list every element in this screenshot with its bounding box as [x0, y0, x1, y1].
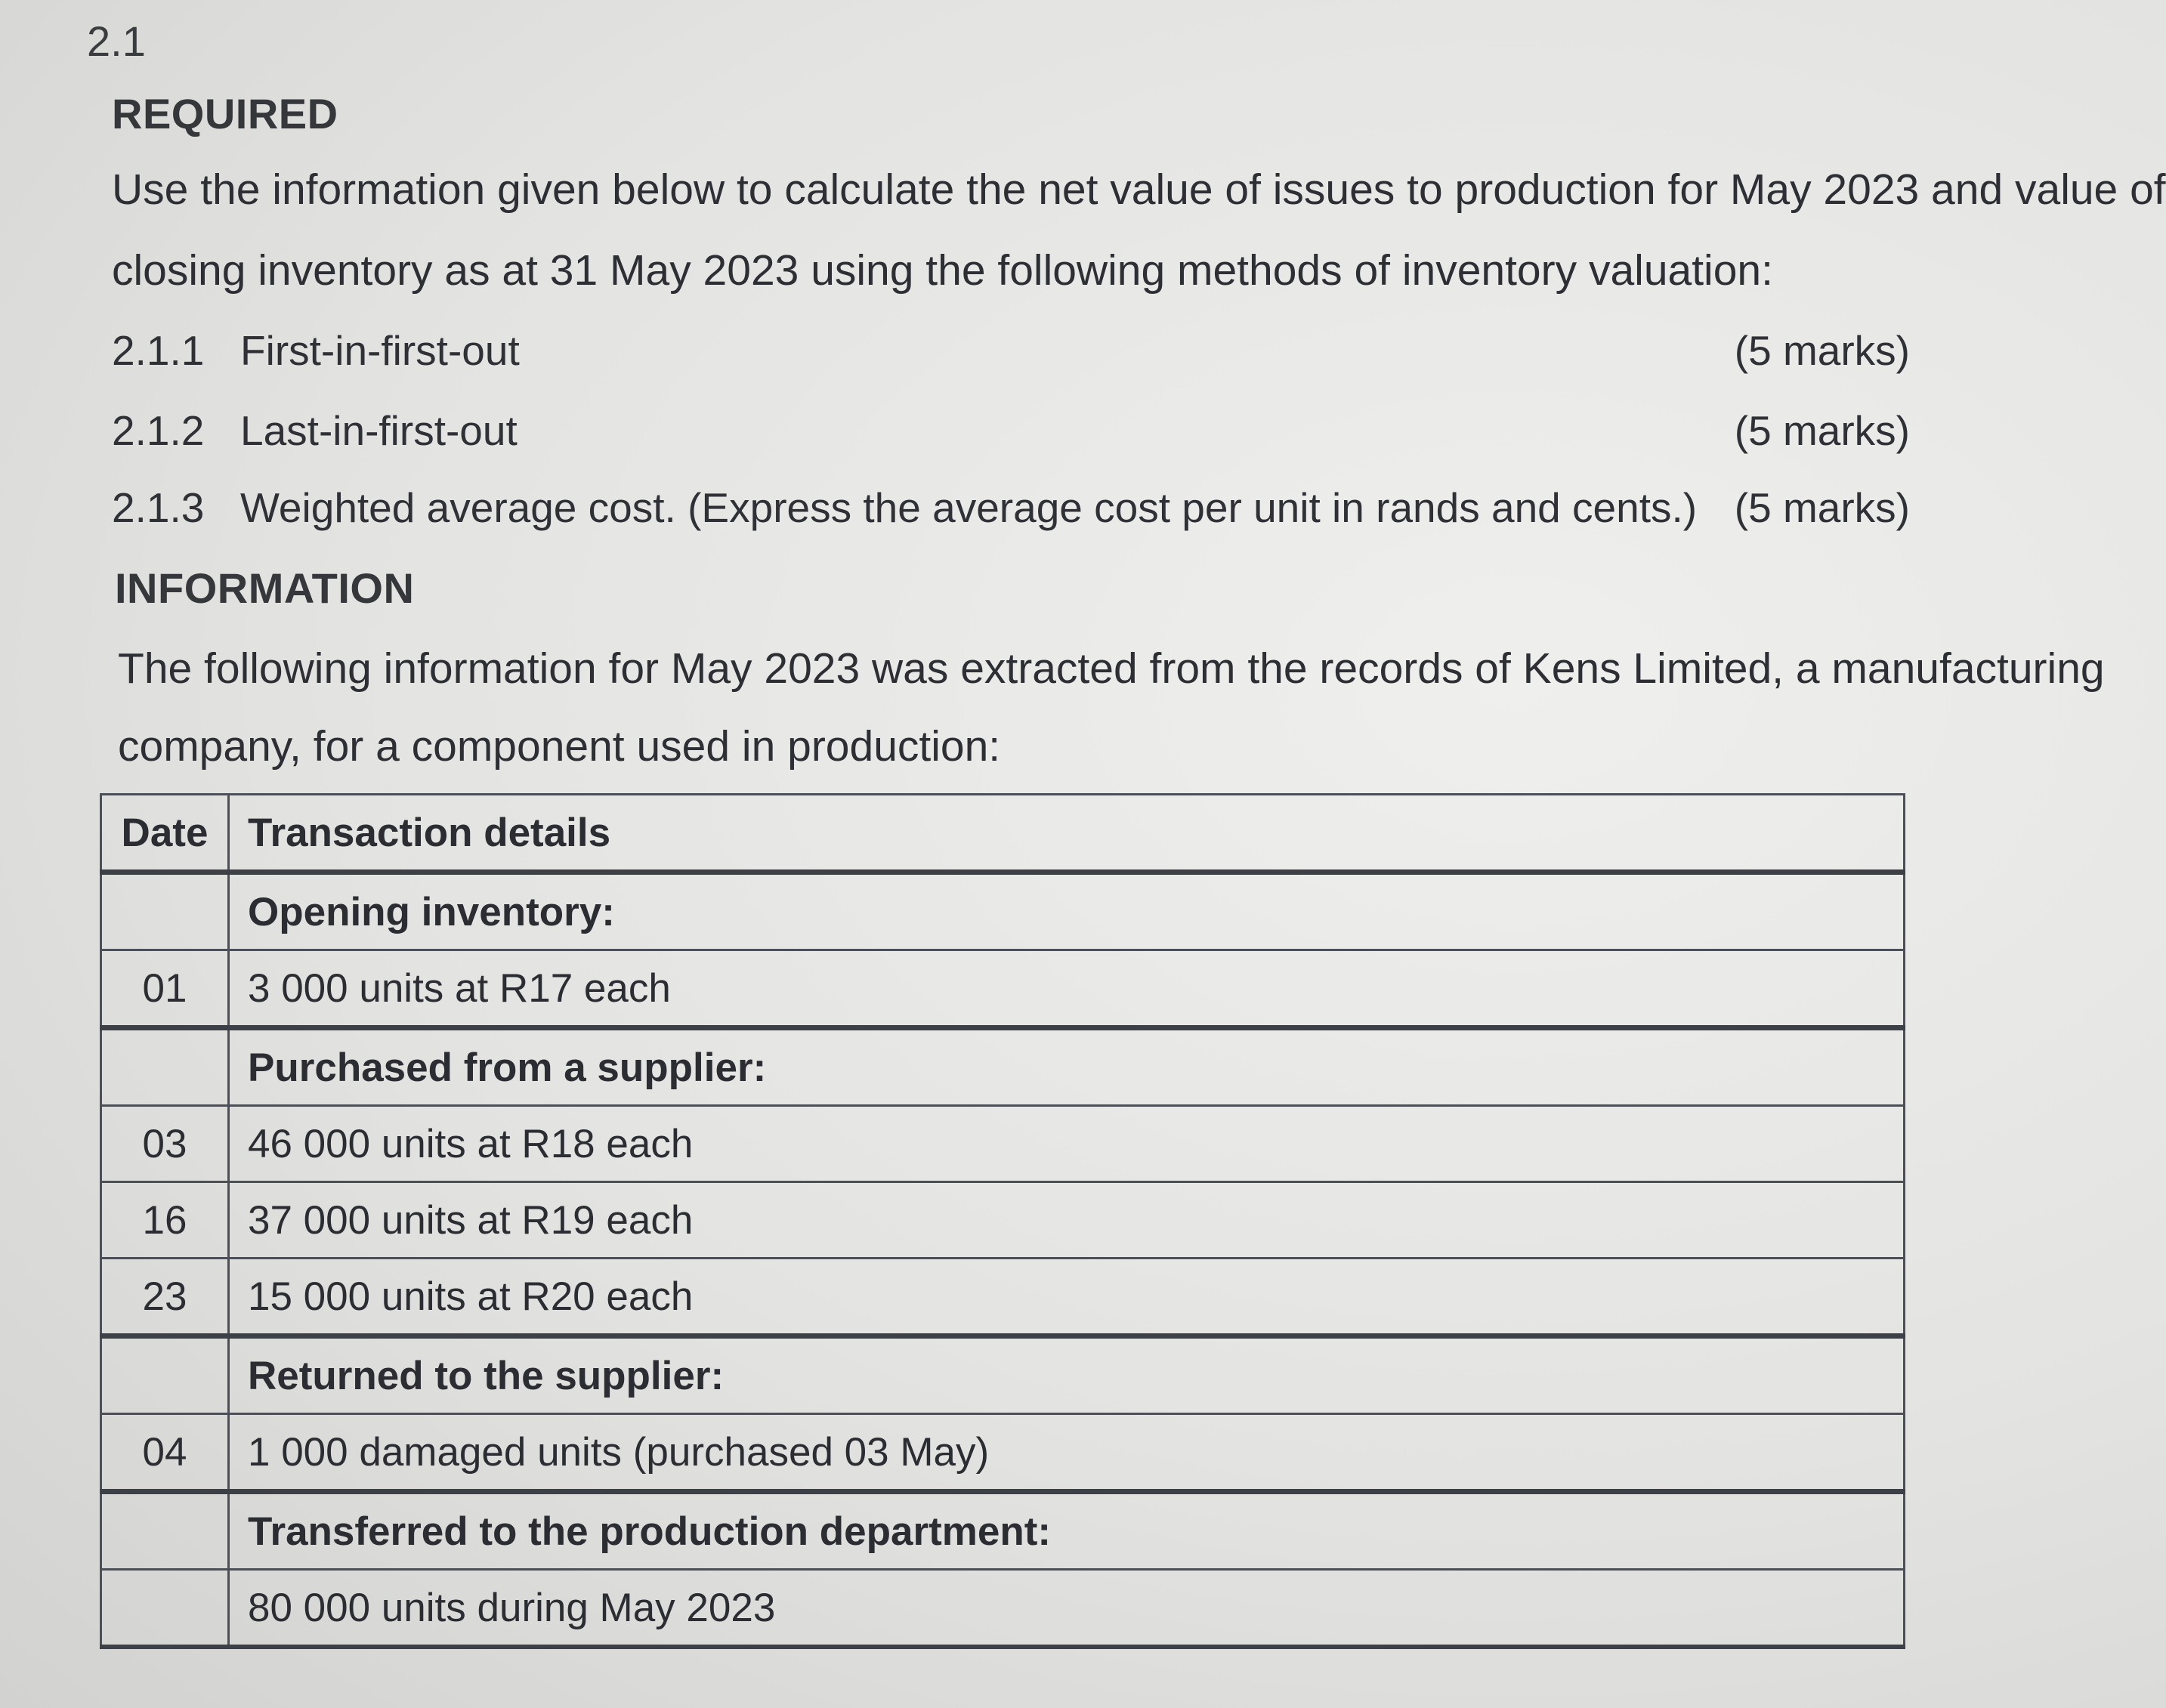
table-header-row [101, 795, 1905, 873]
sub-question-number: 2.1.2 [112, 407, 205, 454]
table-row [101, 1336, 1905, 1414]
table-row [101, 950, 1905, 1028]
row-date: 01 [101, 950, 229, 1028]
date-column-header: Date [101, 795, 229, 873]
row-section-title: Transferred to the production department: [229, 1492, 1905, 1570]
table-row [101, 1259, 1905, 1336]
sub-question-marks: (5 marks) [1734, 484, 1910, 531]
table-row [101, 1182, 1905, 1259]
row-section-title: Opening inventory: [229, 873, 1905, 950]
details-column-header: Transaction details [229, 795, 1905, 873]
question-number: 2.1 [87, 17, 146, 65]
sub-question-text: Last-in-first-out [240, 407, 518, 454]
row-date: 04 [101, 1414, 229, 1492]
row-date [101, 1028, 229, 1106]
row-date: 16 [101, 1182, 229, 1259]
instruction-line-1: Use the information given below to calculate the net value of issues to production for May 2023 and value of [112, 165, 2166, 214]
table-row [101, 1570, 1905, 1648]
row-date: 03 [101, 1106, 229, 1182]
row-section-title: Purchased from a supplier: [229, 1028, 1905, 1106]
row-details: 37 000 units at R19 each [229, 1182, 1905, 1259]
information-intro-line-2: company, for a component used in production: [118, 722, 1001, 771]
row-date [101, 1570, 229, 1648]
sub-question-marks: (5 marks) [1734, 327, 1910, 374]
row-details: 80 000 units during May 2023 [229, 1570, 1905, 1648]
information-intro-line-1: The following information for May 2023 was extracted from the records of Kens Limited, a manufacturing [118, 644, 2105, 693]
row-section-title: Returned to the supplier: [229, 1336, 1905, 1414]
row-date [101, 1492, 229, 1570]
row-date: 23 [101, 1259, 229, 1336]
sub-question-2-1-2 [112, 406, 1910, 459]
row-details: 15 000 units at R20 each [229, 1259, 1905, 1336]
row-date [101, 873, 229, 950]
sub-question-number: 2.1.3 [112, 484, 205, 531]
transaction-table [100, 793, 1905, 1649]
sub-question-2-1-3 [112, 483, 1910, 536]
sub-question-text: First-in-first-out [240, 327, 520, 374]
table-row [101, 1028, 1905, 1106]
row-details: 3 000 units at R17 each [229, 950, 1905, 1028]
row-date [101, 1336, 229, 1414]
instruction-line-2: closing inventory as at 31 May 2023 using the following methods of inventory valuation: [112, 246, 1773, 295]
sub-question-number: 2.1.1 [112, 327, 205, 374]
row-details: 1 000 damaged units (purchased 03 May) [229, 1414, 1905, 1492]
table-row [101, 1106, 1905, 1182]
table-row [101, 873, 1905, 950]
required-heading: REQUIRED [112, 90, 338, 137]
table-row [101, 1414, 1905, 1492]
sub-question-marks: (5 marks) [1734, 407, 1910, 454]
row-details: 46 000 units at R18 each [229, 1106, 1905, 1182]
table-row [101, 1492, 1905, 1570]
sub-question-text: Weighted average cost. (Express the average cost per unit in rands and cents.) [240, 484, 1698, 531]
sub-question-2-1-1 [112, 326, 1910, 379]
information-heading: INFORMATION [115, 564, 415, 612]
